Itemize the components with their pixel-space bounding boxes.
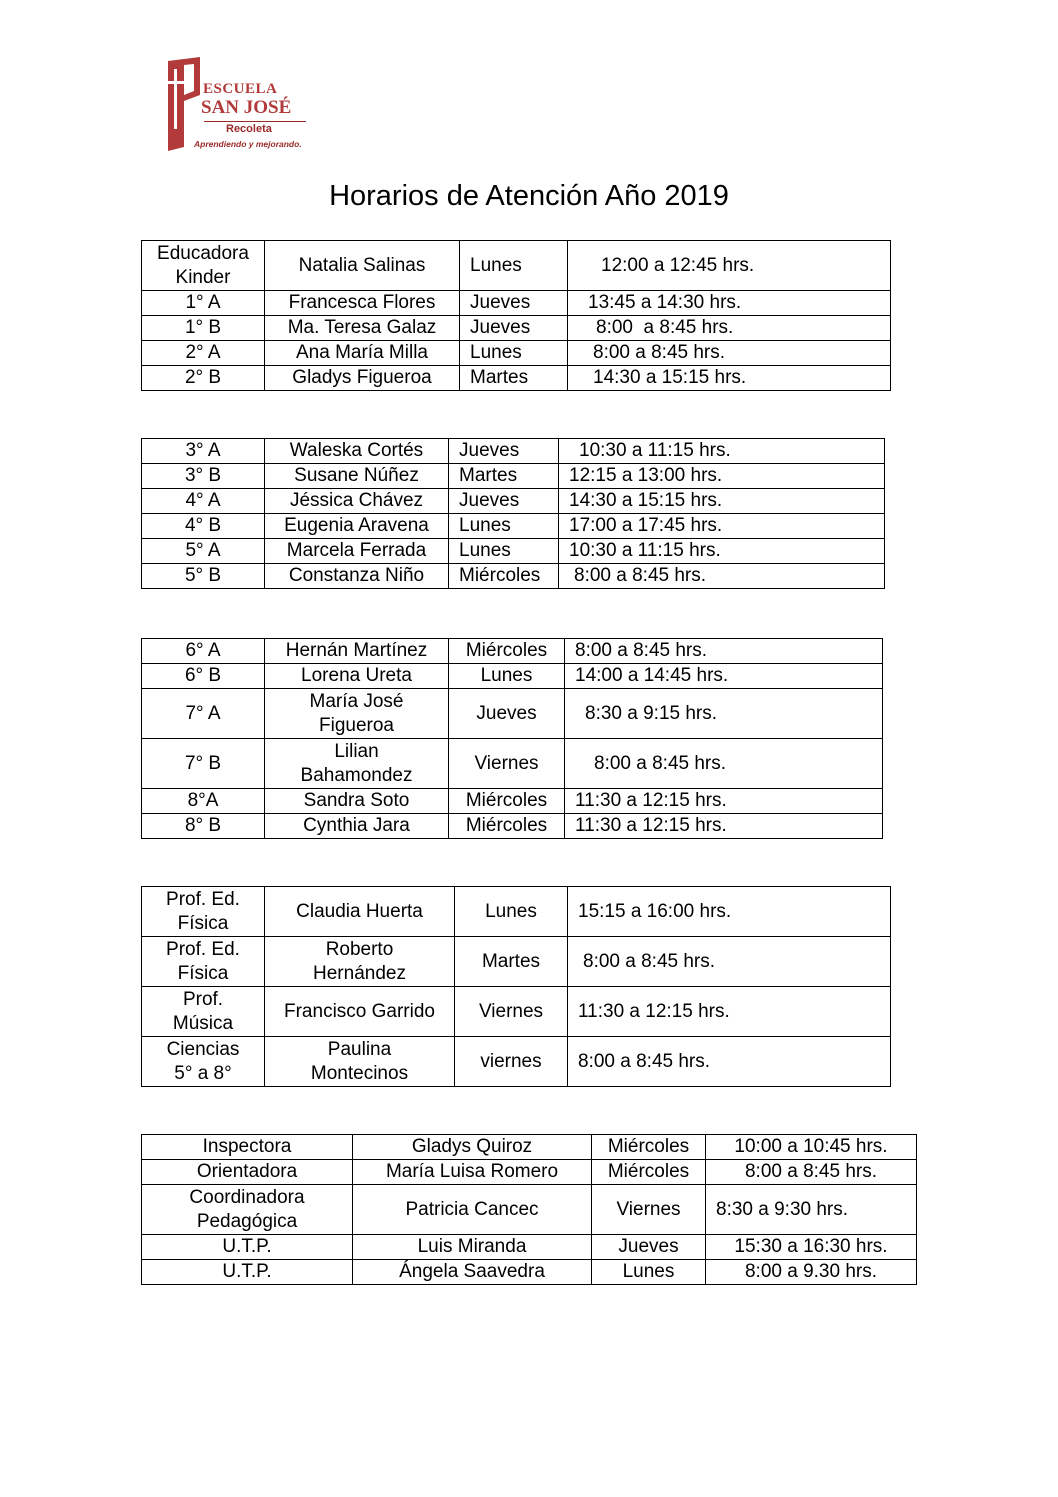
table-row bbox=[142, 1185, 917, 1235]
teacher-cell: Lorena Ureta bbox=[265, 664, 449, 689]
course-cell: 6° B bbox=[142, 664, 265, 689]
schedule-table-2 bbox=[141, 438, 885, 589]
day-cell: Miércoles bbox=[449, 564, 559, 589]
teacher-cell: Roberto Hernández bbox=[265, 937, 455, 987]
course-cell: 1° B bbox=[142, 316, 265, 341]
logo-line-recoleta: Recoleta bbox=[226, 123, 272, 135]
time-cell: 17:00 a 17:45 hrs. bbox=[559, 514, 885, 539]
day-cell: Jueves bbox=[449, 439, 559, 464]
time-cell: 8:00 a 8:45 hrs. bbox=[565, 739, 883, 789]
day-cell: Miércoles bbox=[592, 1135, 706, 1160]
logo-divider bbox=[204, 121, 306, 122]
time-cell: 15:15 a 16:00 hrs. bbox=[568, 887, 891, 937]
table-row bbox=[142, 489, 885, 514]
day-cell: Jueves bbox=[460, 291, 568, 316]
logo-line-escuela: ESCUELA bbox=[203, 81, 278, 97]
time-cell: 14:30 a 15:15 hrs. bbox=[568, 366, 891, 391]
day-cell: Martes bbox=[449, 464, 559, 489]
table-row bbox=[142, 1235, 917, 1260]
table-row bbox=[142, 316, 891, 341]
table-row bbox=[142, 464, 885, 489]
time-cell: 8:00 a 8:45 hrs. bbox=[568, 1037, 891, 1087]
teacher-cell: Ma. Teresa Galaz bbox=[265, 316, 460, 341]
logo-tagline: Aprendiendo y mejorando. bbox=[194, 139, 302, 149]
teacher-cell: Francisco Garrido bbox=[265, 987, 455, 1037]
table-row bbox=[142, 291, 891, 316]
course-cell: Ciencias 5° a 8° bbox=[142, 1037, 265, 1087]
course-cell: Prof. Música bbox=[142, 987, 265, 1037]
day-cell: Miércoles bbox=[449, 789, 565, 814]
table-row bbox=[142, 539, 885, 564]
teacher-cell: Cynthia Jara bbox=[265, 814, 449, 839]
schedule-table-4 bbox=[141, 886, 891, 1087]
day-cell: viernes bbox=[455, 1037, 568, 1087]
course-cell: 7° B bbox=[142, 739, 265, 789]
course-cell: 8° B bbox=[142, 814, 265, 839]
teacher-cell: Jéssica Chávez bbox=[265, 489, 449, 514]
staff-name-cell: Gladys Quiroz bbox=[353, 1135, 592, 1160]
time-cell: 10:30 a 11:15 hrs. bbox=[559, 539, 885, 564]
table-row bbox=[142, 1037, 891, 1087]
teacher-cell: Hernán Martínez bbox=[265, 639, 449, 664]
course-cell: 4° B bbox=[142, 514, 265, 539]
day-cell: Martes bbox=[455, 937, 568, 987]
page-title: Horarios de Atención Año 2019 bbox=[329, 180, 729, 212]
staff-name-cell: Ángela Saavedra bbox=[353, 1260, 592, 1285]
role-cell: Inspectora bbox=[142, 1135, 353, 1160]
schedule-table-1 bbox=[141, 240, 891, 391]
day-cell: Lunes bbox=[449, 514, 559, 539]
course-cell: 5° A bbox=[142, 539, 265, 564]
day-cell: Jueves bbox=[460, 316, 568, 341]
teacher-cell: Marcela Ferrada bbox=[265, 539, 449, 564]
table-row bbox=[142, 814, 883, 839]
day-cell: Miércoles bbox=[449, 814, 565, 839]
time-cell: 8:00 a 8:45 hrs. bbox=[706, 1160, 917, 1185]
table-row bbox=[142, 937, 891, 987]
course-cell: Prof. Ed. Física bbox=[142, 937, 265, 987]
time-cell: 10:00 a 10:45 hrs. bbox=[706, 1135, 917, 1160]
day-cell: Lunes bbox=[460, 341, 568, 366]
teacher-cell: Claudia Huerta bbox=[265, 887, 455, 937]
course-cell: 3° B bbox=[142, 464, 265, 489]
table-row bbox=[142, 664, 883, 689]
time-cell: 14:00 a 14:45 hrs. bbox=[565, 664, 883, 689]
time-cell: 8:00 a 8:45 hrs. bbox=[568, 937, 891, 987]
teacher-cell: Lilian Bahamondez bbox=[265, 739, 449, 789]
time-cell: 8:30 a 9:15 hrs. bbox=[565, 689, 883, 739]
teacher-cell: Francesca Flores bbox=[265, 291, 460, 316]
time-cell: 14:30 a 15:15 hrs. bbox=[559, 489, 885, 514]
teacher-cell: Paulina Montecinos bbox=[265, 1037, 455, 1087]
day-cell: Jueves bbox=[449, 689, 565, 739]
role-cell: U.T.P. bbox=[142, 1235, 353, 1260]
day-cell: Miércoles bbox=[449, 639, 565, 664]
course-cell: 4° A bbox=[142, 489, 265, 514]
table-row bbox=[142, 639, 883, 664]
day-cell: Lunes bbox=[455, 887, 568, 937]
table-row bbox=[142, 564, 885, 589]
teacher-cell: Natalia Salinas bbox=[265, 241, 460, 291]
day-cell: Miércoles bbox=[592, 1160, 706, 1185]
day-cell: Lunes bbox=[449, 539, 559, 564]
table-row bbox=[142, 689, 883, 739]
table-row bbox=[142, 341, 891, 366]
time-cell: 12:15 a 13:00 hrs. bbox=[559, 464, 885, 489]
staff-name-cell: Luis Miranda bbox=[353, 1235, 592, 1260]
course-cell: 2° B bbox=[142, 366, 265, 391]
time-cell: 8:00 a 8:45 hrs. bbox=[565, 639, 883, 664]
teacher-cell: Susane Núñez bbox=[265, 464, 449, 489]
course-cell: 7° A bbox=[142, 689, 265, 739]
day-cell: Viernes bbox=[455, 987, 568, 1037]
day-cell: Viernes bbox=[449, 739, 565, 789]
table-row bbox=[142, 887, 891, 937]
table-row bbox=[142, 789, 883, 814]
staff-name-cell: Patricia Cancec bbox=[353, 1185, 592, 1235]
time-cell: 10:30 a 11:15 hrs. bbox=[559, 439, 885, 464]
table-row bbox=[142, 1260, 917, 1285]
table-row bbox=[142, 1135, 917, 1160]
day-cell: Jueves bbox=[592, 1235, 706, 1260]
time-cell: 8:00 a 8:45 hrs. bbox=[568, 316, 891, 341]
day-cell: Viernes bbox=[592, 1185, 706, 1235]
course-cell: 8°A bbox=[142, 789, 265, 814]
time-cell: 11:30 a 12:15 hrs. bbox=[565, 789, 883, 814]
schedule-table-5 bbox=[141, 1134, 917, 1285]
table-row bbox=[142, 987, 891, 1037]
course-cell: Educadora Kinder bbox=[142, 241, 265, 291]
schedule-table-3 bbox=[141, 638, 883, 839]
course-cell: 1° A bbox=[142, 291, 265, 316]
time-cell: 8:00 a 8:45 hrs. bbox=[559, 564, 885, 589]
time-cell: 8:00 a 9.30 hrs. bbox=[706, 1260, 917, 1285]
role-cell: Orientadora bbox=[142, 1160, 353, 1185]
table-row bbox=[142, 514, 885, 539]
time-cell: 11:30 a 12:15 hrs. bbox=[568, 987, 891, 1037]
role-cell: Coordinadora Pedagógica bbox=[142, 1185, 353, 1235]
teacher-cell: Ana María Milla bbox=[265, 341, 460, 366]
course-cell: Prof. Ed. Física bbox=[142, 887, 265, 937]
table-row bbox=[142, 241, 891, 291]
time-cell: 15:30 a 16:30 hrs. bbox=[706, 1235, 917, 1260]
role-cell: U.T.P. bbox=[142, 1260, 353, 1285]
table-row bbox=[142, 439, 885, 464]
day-cell: Lunes bbox=[449, 664, 565, 689]
teacher-cell: Gladys Figueroa bbox=[265, 366, 460, 391]
time-cell: 8:30 a 9:30 hrs. bbox=[706, 1185, 917, 1235]
time-cell: 11:30 a 12:15 hrs. bbox=[565, 814, 883, 839]
day-cell: Jueves bbox=[449, 489, 559, 514]
course-cell: 2° A bbox=[142, 341, 265, 366]
day-cell: Martes bbox=[460, 366, 568, 391]
time-cell: 12:00 a 12:45 hrs. bbox=[568, 241, 891, 291]
table-row bbox=[142, 1160, 917, 1185]
time-cell: 13:45 a 14:30 hrs. bbox=[568, 291, 891, 316]
teacher-cell: Eugenia Aravena bbox=[265, 514, 449, 539]
day-cell: Lunes bbox=[592, 1260, 706, 1285]
teacher-cell: Waleska Cortés bbox=[265, 439, 449, 464]
table-row bbox=[142, 739, 883, 789]
teacher-cell: Constanza Niño bbox=[265, 564, 449, 589]
teacher-cell: Sandra Soto bbox=[265, 789, 449, 814]
day-cell: Lunes bbox=[460, 241, 568, 291]
course-cell: 5° B bbox=[142, 564, 265, 589]
teacher-cell: María José Figueroa bbox=[265, 689, 449, 739]
staff-name-cell: María Luisa Romero bbox=[353, 1160, 592, 1185]
logo-line-san-jose: SAN JOSÉ bbox=[201, 97, 292, 118]
time-cell: 8:00 a 8:45 hrs. bbox=[568, 341, 891, 366]
course-cell: 6° A bbox=[142, 639, 265, 664]
course-cell: 3° A bbox=[142, 439, 265, 464]
school-logo bbox=[160, 55, 320, 155]
table-row bbox=[142, 366, 891, 391]
